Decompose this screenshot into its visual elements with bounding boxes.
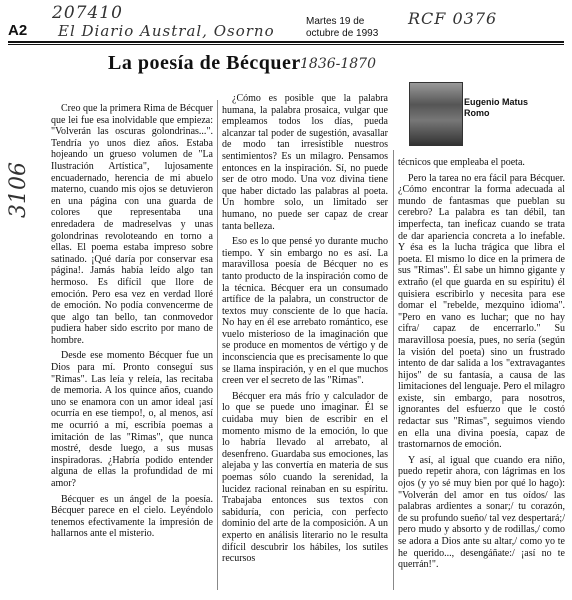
date-line-2: octubre de 1993 (306, 28, 379, 39)
paragraph: ¿Cómo es posible que la palabra humana, la palabra prosaica, vulgar que empleamos todos los días, pueda alcanzar tal poder de sugestión, avasallar de modo tan irresistible nuestros sentimientos? Es un milagro. Pensamos entonces en la inspiración. Sí, no puede ser de otro modo. Una voz divina tiene que haber dictado las palabras al poeta. Un hombre solo, un limitado ser humano, no puede ser capaz de crear tanta belleza. (222, 93, 388, 232)
author-byline (464, 97, 528, 119)
handwritten-archive-number: 207410 (52, 3, 123, 23)
header-rule-thin (8, 44, 564, 45)
handwritten-catalog-code: RCF 0376 (408, 9, 498, 28)
author-photo (409, 82, 463, 146)
paragraph: Creo que la primera Rima de Bécquer que lei fue esa inolvidable que empieza: "Volverán las oscuras golondrinas...". Tendría yo unos diez años. Estaba hojeando un grueso volumen de "La Ilustración Artística", lujosamente encuadernado, herencia de mi abuelo materno, cuando mis ojos se detuvieron en una página con una guarda de colores que representaba una enredadera de madreselvas y unas golondrinas revoloteando en torno a ellas. El poema estaba impreso sobre satinado. ¡Qué daría por conservar esa página!. Jamás había leído algo tan hermoso. Es difícil que llore de emoción. Pero esa vez en verdad lloré de emoción. No podía convencerme de que algo tan bello, tan conmovedor pudiera haber sido escrito por mano de hombre. (51, 103, 213, 346)
page-number: A2 (8, 22, 28, 39)
article-column-2 (222, 93, 388, 565)
handwritten-years-note: 1836-1870 (300, 56, 376, 72)
issue-date (306, 16, 378, 40)
article-column-1 (51, 103, 213, 540)
article-headline: La poesía de Bécquer (108, 52, 301, 74)
paragraph: Eso es lo que pensé yo durante mucho tiempo. Y sin embargo no es así. La maravillosa poesía de Bécquer no es tanto producto de la inspiración como de la técnica. Bécquer era un consumado artífice de la palabra, un constructor de textos muy consciente de lo que hacía. No hay en él ese arrebato romántico, ese vuelo misterioso de la imaginación que se produce en momentos de vértigo y de inconsciencia que es precisamente lo que se llama inspiración, y en el que muchos creen ver el secreto de las "Rimas". (222, 236, 388, 387)
paragraph: técnicos que empleaba el poeta. (398, 157, 525, 168)
handwritten-newspaper-name: El Diario Austral, Osorno (58, 22, 275, 40)
handwritten-margin-number: 3106 (6, 162, 31, 218)
column-divider (393, 150, 394, 590)
paragraph: Pero la tarea no era fácil para Bécquer. ¿Cómo encontrar la forma adecuada al mundo de fantasmas que pueblan su cerebro? La palabra es tan débil, tan imperfecta, tan ineficaz cuando se trata de dar apariencia concreta a lo inefable. Y ésa es la lucha trágica que libra el poeta. El mismo lo dice en la primera de sus "Rimas". Él sabe un himno gigante y extraño (el que guarda en su espíritu) él quisiera escribirlo y necesita para ese domar el "rebelde, mezquino idioma". "Pero en vano es luchar; que no hay cifra/ capaz de encerrarlo." Su maravillosa poesía, pues, no sería (según la visión del poeta) sino un frustrado intento de dar salida a los "extravagantes hijos" de su fantasía, a causa de las limitaciones del lenguaje. Pero el milagro existe, sin embargo, para nosotros, ignorantes del esfuerzo que le costó redactar sus "Rimas", seguimos viendo en ella una divina poesía, capaz de trastornarnos de emoción. (398, 172, 565, 451)
paragraph: Y así, al igual que cuando era niño, puedo repetir ahora, con lágrimas en los ojos (y yo sé muy bien por qué lo hago): "Volverán del amor en tus oídos/ las palabras ardientes a sonar;/ tu corazón, de su profundo sueño/ tal vez despertará;/ pero mudo y absorto y de rodillas,/ como se adora a Dios ante su altar,/ como yo te he querido..., desengáñate:/ ¡así no te querrán!". (398, 454, 565, 571)
paragraph: Bécquer es un ángel de la poesía. Bécquer parece en el cielo. Leyéndolo tenemos efectivamente la impresión de hallarnos ante el misterio. (51, 493, 213, 540)
paragraph: Bécquer era más frío y calculador de lo que se puede uno imaginar. Él se cuidaba muy bien de escribir en el momento mismo de la emoción, lo que lo habría llevado al arrebato, al desenfreno. Guardaba sus emociones, las alejaba y las convertía en materia de sus poemas sólo cuando la serenidad, la lucidez racional reinaban en su espíritu. Trabajaba entonces sus textos con sabiduría, con pericia, con perfecto dominio del arte de la composición. A un experto en análisis literario no le resulta difícil descubrir los hábiles, los sutiles recursos (222, 390, 388, 565)
header-rule (8, 41, 564, 43)
author-name-line-2: Romo (464, 108, 490, 118)
paragraph: Desde ese momento Bécquer fue un Dios para mí. Pronto conseguí sus "Rimas". Las leía y releía, las recitaba de memoria. A los quince años, cuando uno se enamora con un amor ideal ¡así ocurría en ese tiempo!, o, al menos, así me ocurrió a mí, escribía poemas a imitación de las "Rimas", que nunca mostré, desde luego, a sus musas inspiradoras. ¿Habría podido entender alguna de ellas la profundidad de mi amor? (51, 350, 213, 489)
author-name-line-1: Eugenio Matus (464, 97, 529, 107)
date-line-1: Martes 19 de (306, 16, 365, 27)
article-column-3 (398, 157, 565, 571)
column-divider (217, 100, 218, 590)
